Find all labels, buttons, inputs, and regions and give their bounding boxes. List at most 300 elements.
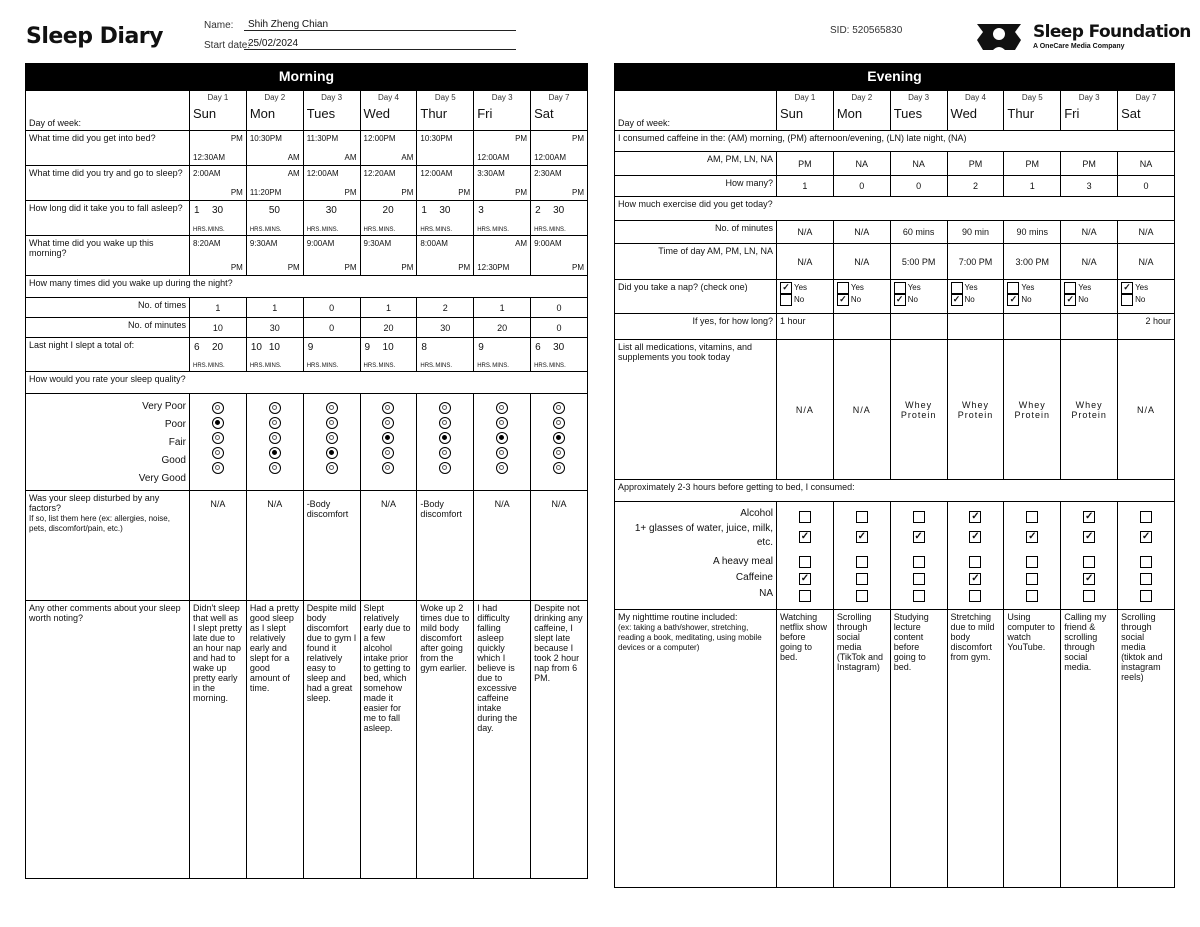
routine-cell[interactable]: Scrolling through social media (TikTok and Instagram) [833,610,890,888]
rating-radio-icon[interactable] [439,417,451,429]
start-date-field[interactable]: 25/02/2024 [244,38,516,50]
times-cell[interactable]: 1 [474,298,531,318]
nap-no-option[interactable] [951,294,1001,306]
caffeine-period-cell[interactable]: PM [777,152,834,176]
comment-cell[interactable]: I had difficulty falling asleep quickly which I believe is due to excessive caffeine intake during the day. [474,601,531,879]
nap-length-cell[interactable] [947,314,1004,340]
fall-asleep-cell-minutes: 30 [553,205,565,216]
factor-checkbox-icon[interactable] [1140,556,1152,568]
exercise-time-cell[interactable]: N/A [1118,244,1175,280]
slept-total-cell-minutes: 30 [553,342,565,353]
fall-asleep-cell-hours: 2 [535,205,541,216]
factor-checkbox-icon[interactable] [799,556,811,568]
exercise-minutes-label: No. of minutes [615,221,777,244]
factor-checkbox-icon[interactable] [1140,590,1152,602]
exercise-time-cell[interactable]: N/A [833,244,890,280]
routine-cell[interactable]: Watching netflix show before going to bed. [777,610,834,888]
factor-checkbox-icon[interactable]: ✓ [1084,511,1094,522]
comment-cell[interactable]: Didn't sleep that well as I slept pretty late due to an hour nap and had to wake up pretty early in the morning. [190,601,247,879]
caffeine-count-cell[interactable]: 1 [777,176,834,197]
rating-radio-icon[interactable] [212,402,224,414]
fall-asleep-cell[interactable] [417,201,474,236]
rating-radio-icon[interactable] [553,447,565,459]
bed-time-cell[interactable] [303,131,360,166]
disturb-question [26,491,190,601]
fall-asleep-cell[interactable] [190,201,247,236]
exercise-time-cell[interactable]: 3:00 PM [1004,244,1061,280]
nap-length-cell[interactable] [833,314,890,340]
routine-cell[interactable]: Using computer to watch YouTube. [1004,610,1061,888]
rating-cell [303,394,360,491]
disturb-label: Was your sleep disturbed by any factors? [29,493,160,513]
factor-checkbox-icon[interactable] [1026,590,1038,602]
fall-asleep-cell[interactable] [360,201,417,236]
rating-radio-icon[interactable] [553,432,565,444]
nap-length-cell[interactable]: 2 hour [1118,314,1175,340]
fall-asleep-cell-minutes: 50 [268,205,280,216]
exercise-time-cell[interactable]: 5:00 PM [890,244,947,280]
exercise-minutes-cell[interactable]: 90 mins [1004,221,1061,244]
wake-time-cell[interactable] [531,236,588,276]
bed-time-cell-value: AM [344,153,357,162]
factor-checkbox-icon[interactable] [1140,573,1152,585]
factor-checkbox-icon[interactable] [1083,556,1095,568]
wake-time-cell-value: PM [458,263,471,272]
evening-title: Evening [615,64,1175,91]
day-header-cell [1061,91,1118,131]
exercise-time-cell[interactable]: N/A [1061,244,1118,280]
bed-time-cell[interactable] [190,131,247,166]
factor-checkbox-icon[interactable]: ✓ [1141,531,1151,542]
nap-cell [1118,280,1175,314]
sleep-time-cell[interactable] [531,166,588,201]
bed-time-cell[interactable] [474,131,531,166]
yes-checkbox-icon[interactable] [1064,282,1076,294]
day-name: Fri [1064,106,1080,121]
nap-no-option[interactable] [1007,294,1057,306]
day-header-cell [246,91,303,131]
factor-checkbox-icon[interactable] [969,556,981,568]
medication-cell[interactable]: Whey Protein [947,340,1004,480]
times-cell[interactable]: 2 [417,298,474,318]
times-cell[interactable]: 1 [360,298,417,318]
hrs-label: HRS. [477,363,492,369]
exercise-minutes-cell[interactable]: 60 mins [890,221,947,244]
day-header-cell [777,91,834,131]
no-label: No [1135,295,1146,305]
rating-radio-icon[interactable] [439,402,451,414]
yes-label: Yes [1078,283,1092,293]
factor-label: Alcohol [740,508,773,519]
sleep-time-cell[interactable] [303,166,360,201]
morning-title: Morning [26,64,588,91]
factor-checkbox-icon[interactable] [799,590,811,602]
minutes-cell[interactable]: 30 [246,318,303,338]
medication-cell[interactable]: Whey Protein [1004,340,1061,480]
day-header-cell [190,91,247,131]
factor-label: 1+ glasses of water, juice, milk, etc. [634,523,773,548]
day-number: Day 5 [1021,93,1043,102]
factor-checkbox-icon[interactable]: ✓ [857,531,866,542]
rating-radio-icon[interactable] [326,402,338,414]
exercise-minutes-cell[interactable]: N/A [777,221,834,244]
yes-checkbox-icon[interactable] [894,282,906,294]
name-field[interactable]: Shih Zheng Chian [244,19,516,31]
rating-radio-icon[interactable] [382,432,394,444]
nap-length-cell[interactable] [1004,314,1061,340]
wake-time-cell[interactable] [303,236,360,276]
medication-cell[interactable]: Whey Protein [890,340,947,480]
fall-asleep-cell[interactable] [531,201,588,236]
yes-checkbox-icon[interactable] [837,282,849,294]
nap-yes-option[interactable] [1007,282,1057,294]
mins-label: MINS. [208,363,225,369]
comment-cell[interactable]: Had a pretty good sleep as I slept relatively early and slept for a good amount of time. [246,601,303,879]
factor-checkbox-icon[interactable] [1026,573,1038,585]
slept-total-cell-minutes: 20 [212,342,224,353]
factor-checkbox-icon[interactable] [1083,590,1095,602]
rating-radio-icon[interactable] [269,447,281,459]
rating-radio-icon[interactable] [382,447,394,459]
routine-cell[interactable]: Scrolling through social media (tiktok and instagram reels) [1118,610,1175,888]
bed-time-cell[interactable] [417,131,474,166]
caffeine-count-cell[interactable]: 0 [833,176,890,197]
minutes-cell[interactable]: 10 [190,318,247,338]
rating-radio-icon[interactable] [496,447,508,459]
logo-mark-icon [975,20,1023,54]
bed-time-cell[interactable] [531,131,588,166]
caffeine-period-cell[interactable]: PM [1004,152,1061,176]
slept-total-cell[interactable] [246,338,303,372]
exercise-minutes-cell[interactable]: 90 min [947,221,1004,244]
rating-radio-icon[interactable] [212,432,224,444]
caffeine-count-cell[interactable]: 3 [1061,176,1118,197]
nap-yes-option[interactable] [1064,282,1114,294]
sleep-time-cell[interactable] [474,166,531,201]
factor-checkbox-icon[interactable] [913,556,925,568]
no-checkbox-icon[interactable]: ✓ [1064,294,1076,306]
wake-time-cell-value: PM [344,263,357,272]
factor-checkbox-icon[interactable] [856,590,868,602]
yes-label: Yes [1135,283,1149,293]
rating-radio-icon[interactable] [212,447,224,459]
rating-radio-icon[interactable] [382,417,394,429]
comment-cell[interactable]: Slept relatively early due to a few alcohol intake prior to getting to bed, which somehow made it easier for me to fall asleep. [360,601,417,879]
factor-checkbox-icon[interactable] [913,590,925,602]
factor-checkbox-icon[interactable] [1026,511,1038,523]
medication-cell[interactable]: N/A [1118,340,1175,480]
bed-time-cell[interactable] [360,131,417,166]
factor-checkbox-icon[interactable]: ✓ [800,531,810,542]
factor-checkbox-icon[interactable]: ✓ [1084,573,1094,584]
nap-length-cell[interactable] [890,314,947,340]
sleep-time-cell-value: 2:30AM [534,169,562,178]
exercise-minutes-cell[interactable]: N/A [1118,221,1175,244]
rating-radio-icon[interactable] [496,402,508,414]
rating-radio-icon[interactable] [496,462,508,474]
exercise-minutes-cell[interactable]: N/A [1061,221,1118,244]
no-checkbox-icon[interactable]: ✓ [837,294,849,306]
wake-time-cell-value: 9:30AM [363,239,392,248]
exercise-time-cell[interactable]: N/A [777,244,834,280]
exercise-minutes-cell[interactable]: N/A [833,221,890,244]
comments-question: Any other comments about your sleep worth noting? [26,601,190,879]
minutes-cell[interactable]: 0 [531,318,588,338]
hrs-label: HRS. [306,363,322,369]
day-name: Fri [477,106,493,121]
mins-label: MINS. [208,227,225,233]
nap-no-option[interactable] [1064,294,1114,306]
rating-radio-icon[interactable] [439,432,451,444]
slept-total-cell[interactable] [531,338,588,372]
routine-label: My nighttime routine included: [618,612,738,622]
day-number: Day 7 [1135,93,1157,102]
rating-radio-icon[interactable] [269,417,281,429]
wake-time-cell-value: 9:30AM [249,239,278,248]
day-number: Day 1 [207,93,229,102]
sleep-time-cell[interactable] [190,166,247,201]
wake-time-cell[interactable] [190,236,247,276]
hrs-label: HRS. [249,363,265,369]
wake-time-cell[interactable] [360,236,417,276]
yes-checkbox-icon[interactable] [1007,282,1019,294]
disturb-cell[interactable]: N/A [360,491,417,601]
rating-radio-icon[interactable] [212,417,224,429]
comment-cell[interactable]: Despite mild body discomfort due to gym I found it relatively easy to sleep and had a great sleep. [303,601,360,879]
nap-yes-option[interactable] [837,282,887,294]
sleep-time-cell-value: PM [401,188,414,197]
factor-checkbox-icon[interactable]: ✓ [971,573,980,584]
rating-radio-icon[interactable] [553,417,565,429]
medication-cell[interactable]: N/A [777,340,834,480]
factor-checkbox-icon[interactable]: ✓ [914,531,923,542]
nap-no-option[interactable] [780,294,830,306]
nap-length-cell[interactable] [1061,314,1118,340]
nap-length-cell[interactable]: 1 hour [777,314,834,340]
wake-time-cell-value: 8:00AM [420,239,448,248]
bed-time-cell[interactable] [246,131,303,166]
factor-checkbox-icon[interactable]: ✓ [971,511,980,522]
factor-checkbox-icon[interactable] [1026,556,1038,568]
wake-time-cell[interactable] [246,236,303,276]
minutes-cell[interactable]: 20 [360,318,417,338]
minutes-cell[interactable]: 20 [474,318,531,338]
factor-checkbox-icon[interactable] [799,511,811,523]
nap-no-option[interactable] [1121,294,1171,306]
slept-total-cell-hours: 10 [250,342,262,353]
factor-checkbox-icon[interactable] [969,590,981,602]
nap-no-option[interactable] [837,294,887,306]
no-label: No [1021,295,1032,305]
yes-label: Yes [964,283,978,293]
rating-radio-icon[interactable] [553,402,565,414]
routine-cell[interactable]: Studying lecture content before going to bed. [890,610,947,888]
slept-total-cell-hours: 6 [194,342,200,353]
rating-radio-icon[interactable] [326,447,338,459]
comment-cell[interactable]: Woke up 2 times due to mild body discomfort after going from the gym earlier. [417,601,474,879]
caffeine-count-cell[interactable]: 1 [1004,176,1061,197]
slept-total-cell-minutes: 10 [382,342,394,353]
day-number: Day 4 [378,93,399,102]
yes-checkbox-icon[interactable]: ✓ [780,282,792,294]
caffeine-period-cell[interactable]: NA [1118,152,1175,176]
factor-checkbox-icon[interactable] [856,573,868,585]
sleep-time-cell[interactable] [246,166,303,201]
no-checkbox-icon[interactable] [1121,294,1133,306]
rating-radio-icon[interactable] [553,462,565,474]
rating-radio-icon[interactable] [382,462,394,474]
rating-radio-icon[interactable] [269,432,281,444]
brand-name: Sleep Foundation [1033,22,1191,42]
day-header-cell [890,91,947,131]
slept-total-cell[interactable] [303,338,360,372]
factor-labels [615,502,777,610]
wake-time-cell[interactable] [474,236,531,276]
nap-no-option[interactable] [894,294,944,306]
hrs-label: HRS. [193,363,208,369]
rating-radio-icon[interactable] [326,432,338,444]
no-checkbox-icon[interactable]: ✓ [1007,294,1019,306]
day-name: Sat [1121,106,1141,121]
fall-asleep-cell-minutes: 30 [212,205,224,216]
rating-radio-icon[interactable] [326,417,338,429]
rating-radio-icon[interactable] [382,402,394,414]
disturb-cell[interactable]: -Body discomfort [417,491,474,601]
caffeine-period-label: AM, PM, LN, NA [615,152,777,176]
caffeine-period-cell[interactable]: NA [890,152,947,176]
minutes-cell[interactable]: 0 [303,318,360,338]
nap-yes-option[interactable] [1121,282,1171,294]
fall-asleep-cell[interactable] [303,201,360,236]
factor-checkbox-icon[interactable] [913,573,925,585]
times-cell[interactable]: 0 [303,298,360,318]
disturb-cell[interactable]: -Body discomfort [303,491,360,601]
start-date-label: Start date: [204,40,251,51]
nap-yes-option[interactable] [951,282,1001,294]
factor-cell [1118,502,1175,610]
name-label: Name: [204,20,234,31]
factor-checkbox-icon[interactable]: ✓ [1028,531,1037,542]
times-cell[interactable]: 0 [531,298,588,318]
caffeine-period-cell[interactable]: PM [1061,152,1118,176]
times-cell[interactable]: 1 [190,298,247,318]
sleep-time-cell[interactable] [417,166,474,201]
medication-cell[interactable]: Whey Protein [1061,340,1118,480]
day-number: Day 3 [908,93,930,102]
no-checkbox-icon[interactable]: ✓ [894,294,906,306]
rating-radio-icon[interactable] [326,462,338,474]
slept-total-cell[interactable] [360,338,417,372]
caffeine-count-cell[interactable]: 0 [890,176,947,197]
minutes-cell[interactable]: 30 [417,318,474,338]
bed-time-cell-value: 12:00AM [534,153,567,162]
nap-yes-option[interactable] [894,282,944,294]
nap-yes-option[interactable] [780,282,830,294]
no-checkbox-icon[interactable]: ✓ [951,294,963,306]
fall-asleep-cell-hours: 1 [421,205,427,216]
rating-cell [360,394,417,491]
hrs-label: HRS. [363,363,378,369]
hrs-label: HRS. [306,227,322,233]
sleep-time-cell[interactable] [360,166,417,201]
sleep-time-cell-value: PM [458,188,471,197]
fall-asleep-cell[interactable] [246,201,303,236]
factor-checkbox-icon[interactable]: ✓ [1084,531,1094,542]
comment-cell[interactable]: Despite not drinking any caffeine, I slept late because I took 2 hour nap from 6 PM. [531,601,588,879]
disturb-cell[interactable]: N/A [246,491,303,601]
rating-radio-icon[interactable] [496,432,508,444]
wake-time-cell-value: 9:00AM [306,239,335,248]
caffeine-period-cell[interactable]: NA [833,152,890,176]
mins-label: MINS. [435,227,453,233]
bed-time-cell-value: PM [230,134,243,143]
caffeine-period-cell[interactable]: PM [947,152,1004,176]
rating-radio-icon[interactable] [439,462,451,474]
caffeine-count-cell[interactable]: 0 [1118,176,1175,197]
rating-radio-icon[interactable] [269,402,281,414]
factor-checkbox-icon[interactable] [856,556,868,568]
slept-total-cell[interactable] [417,338,474,372]
rating-radio-icon[interactable] [496,417,508,429]
factor-checkbox-icon[interactable] [1140,511,1152,523]
yes-label: Yes [794,283,808,293]
rating-radio-icon[interactable] [269,462,281,474]
day-name: Wed [363,106,391,121]
factor-cell [1004,502,1061,610]
times-label: No. of times [26,298,190,318]
factor-cell [833,502,890,610]
day-number: Day 7 [548,93,570,102]
exercise-time-cell[interactable]: 7:00 PM [947,244,1004,280]
mins-label: MINS. [378,227,396,233]
slept-total-cell[interactable] [190,338,247,372]
medication-cell[interactable]: N/A [833,340,890,480]
disturb-cell[interactable]: N/A [474,491,531,601]
sleep-time-cell-value: PM [572,188,584,197]
disturb-cell[interactable]: N/A [531,491,588,601]
rating-radio-icon[interactable] [439,447,451,459]
disturb-cell[interactable]: N/A [190,491,247,601]
factor-checkbox-icon[interactable]: ✓ [971,531,980,542]
day-name: Sun [193,106,217,121]
slept-total-cell[interactable] [474,338,531,372]
night-wake-question: How many times did you wake up during the night? [26,276,588,298]
day-header-cell [947,91,1004,131]
bed-time-cell-value: AM [401,153,414,162]
no-checkbox-icon[interactable] [780,294,792,306]
day-of-week-label-evening: Day of week: [615,91,777,131]
fall-asleep-cell[interactable] [474,201,531,236]
slept-total-cell-hours: 8 [421,342,427,353]
yes-checkbox-icon[interactable]: ✓ [1121,282,1133,294]
no-label: No [1078,295,1089,305]
rating-radio-icon[interactable] [212,462,224,474]
factor-checkbox-icon[interactable] [913,511,925,523]
yes-checkbox-icon[interactable] [951,282,963,294]
times-cell[interactable]: 1 [246,298,303,318]
fall-asleep-cell-minutes: 30 [439,205,451,216]
factor-checkbox-icon[interactable] [856,511,868,523]
routine-cell[interactable]: Calling my friend & scrolling through social media. [1061,610,1118,888]
wake-time-cell[interactable] [417,236,474,276]
routine-cell[interactable]: Stretching due to mild body discomfort from gym. [947,610,1004,888]
mins-label: MINS. [549,227,566,233]
nap-cell [947,280,1004,314]
factor-checkbox-icon[interactable]: ✓ [800,573,810,584]
caffeine-count-cell[interactable]: 2 [947,176,1004,197]
sleep-time-cell-value: 2:00AM [193,169,221,178]
hrs-label: HRS. [477,227,492,233]
